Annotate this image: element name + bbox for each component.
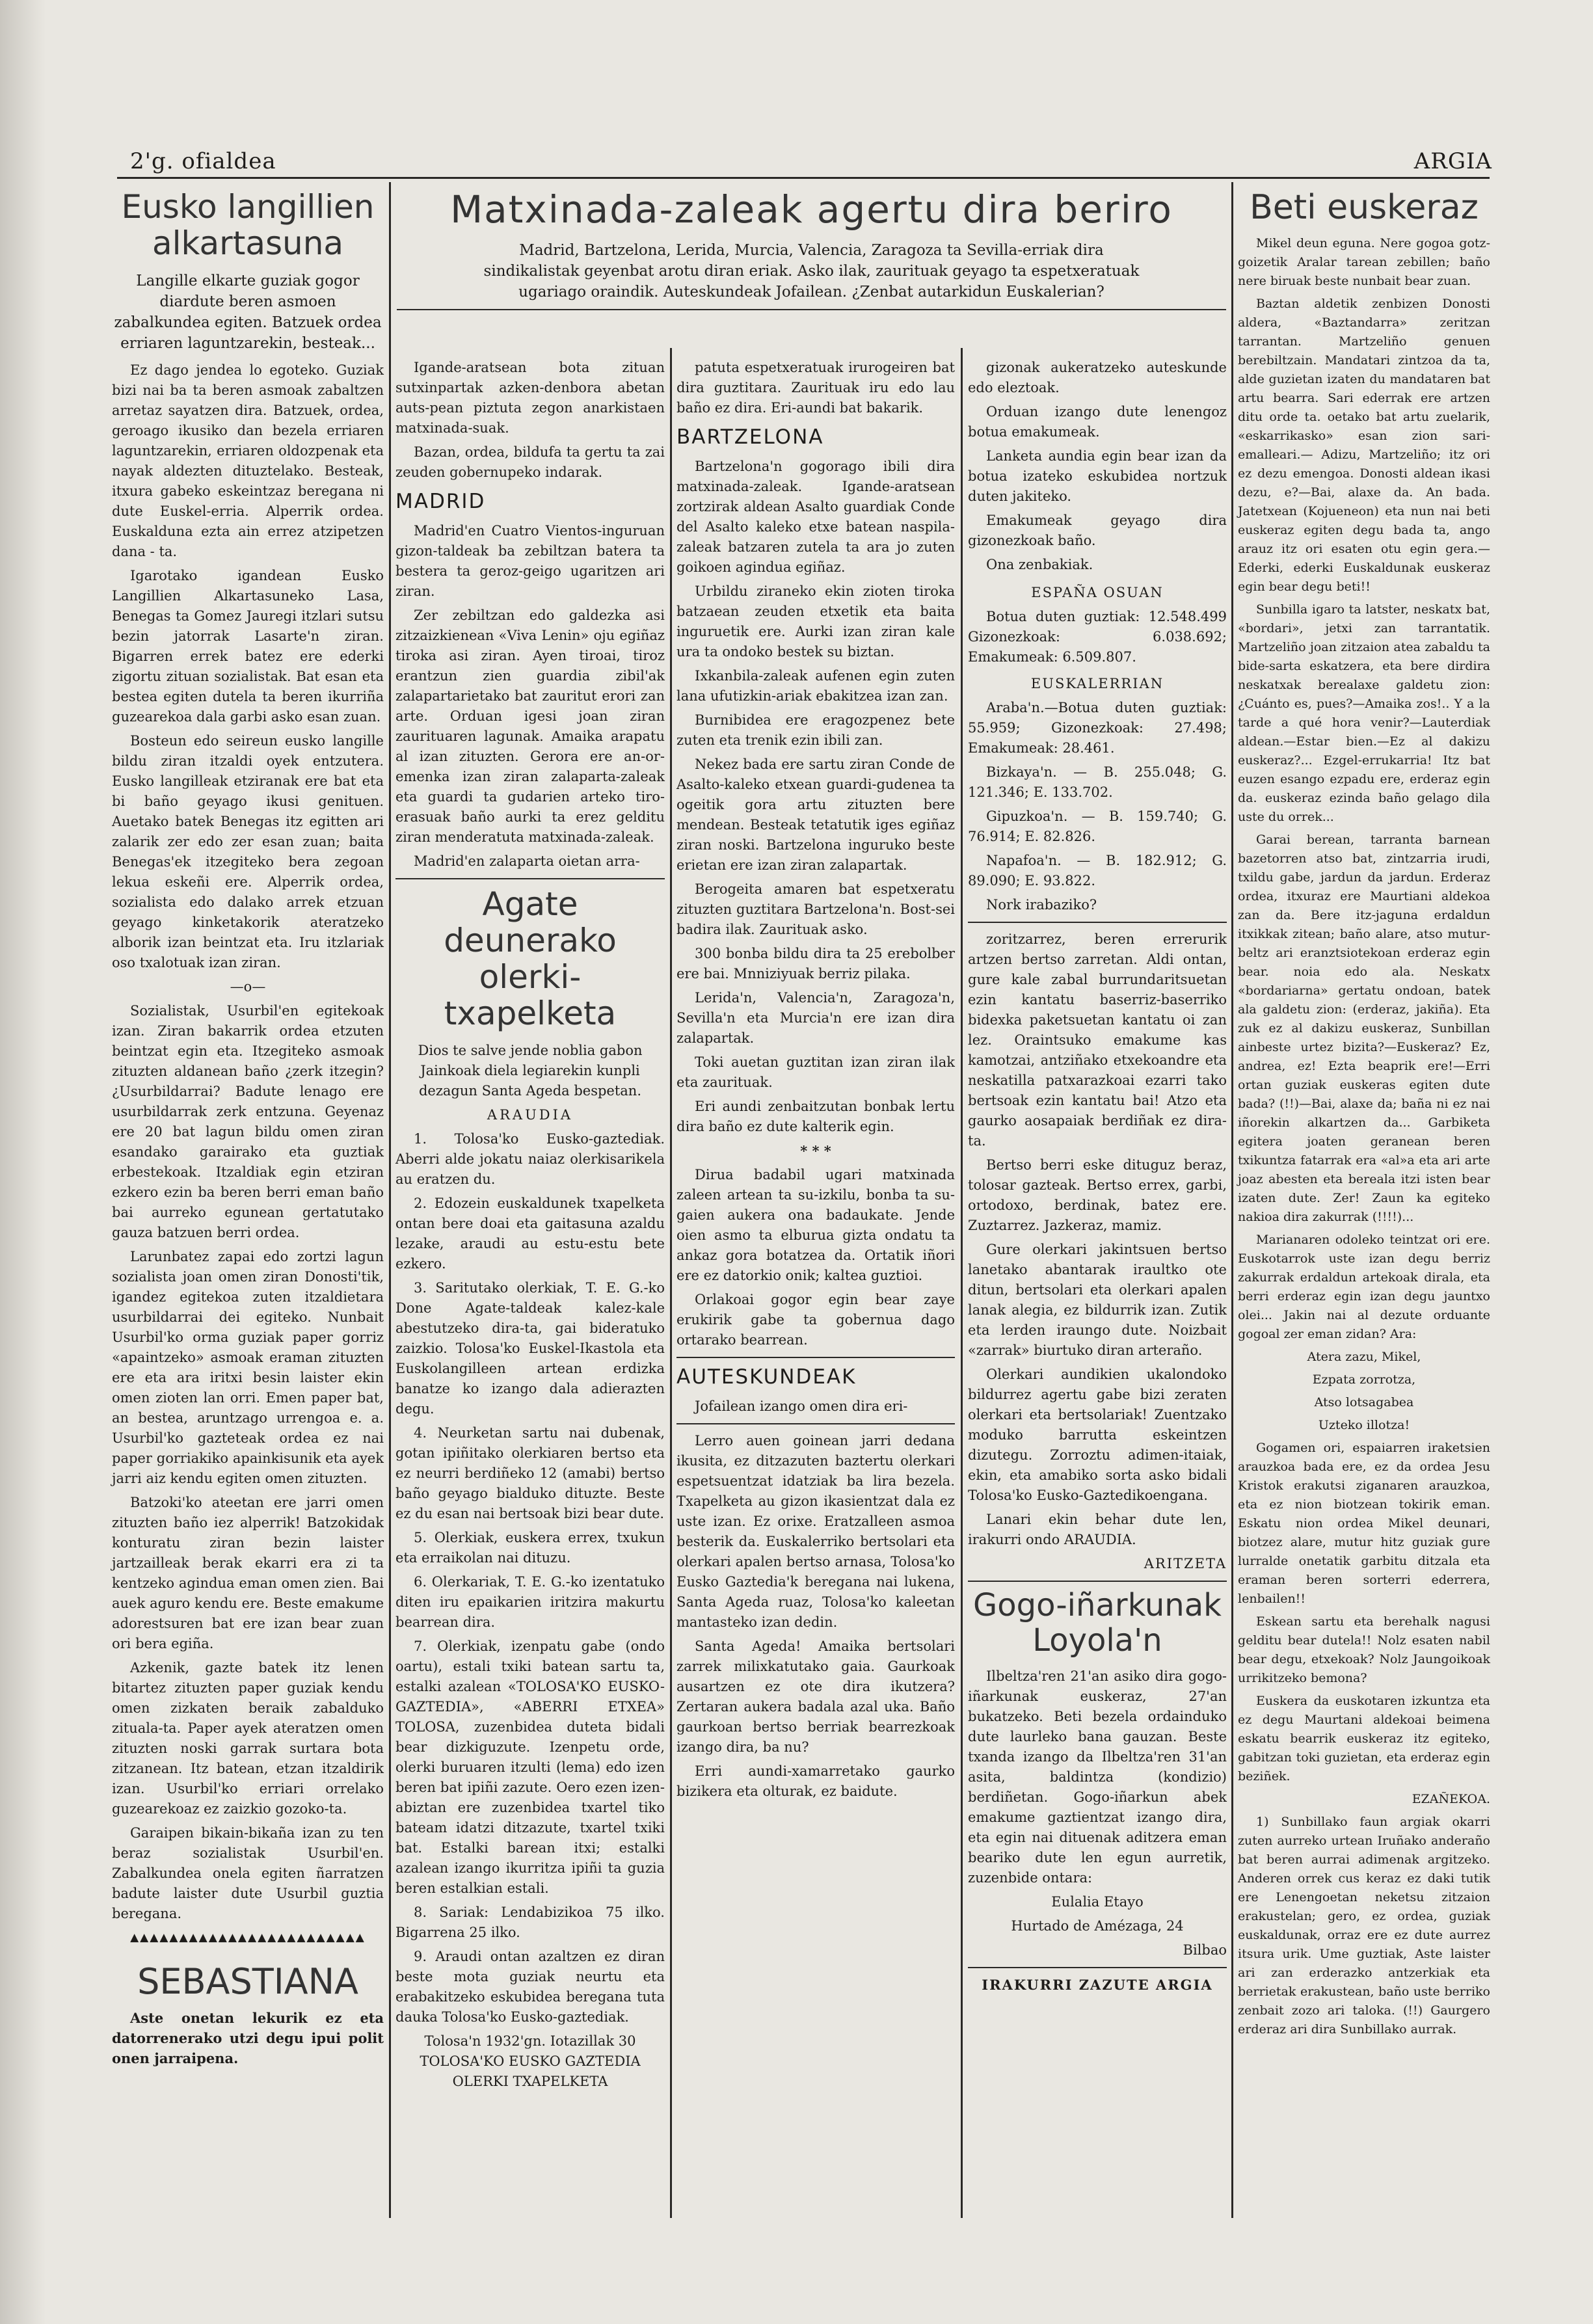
province-figures: Gipuzkoa'n. — B. 159.740; G. 76.914; E. 82.826. [968,808,1227,844]
paragraph: Lanari ekin behar dute len, irakurri ondo ARAUDIA. [968,1512,1227,1547]
rule-item: 2. Edozein euskaldunek txapelketa ontan bere doai eta gaitasuna azaldu lezake, araudi au estu-estu bete ezkero. [395,1195,665,1272]
paragraph: Olerkari aundikien ukalondoko bildurrez agertu gabe bizi zeraten olerkari eta bertsolariak! Zuentzako moduko barrutta eskeintzen dizutegu. Zorroztu adimen-itaiak, ekin, eta amabiko sorta asko bidali Tolosa'ko Eusko-Gaztedikoengana. [968,1367,1227,1503]
page-number-header: 2'g. ofialdea [130,148,276,174]
province-figures: Araba'n.—Botua duten guztiak: 55.959; Gizonezkoak: 27.498; Emakumeak: 28.461. [968,700,1227,756]
headline-eusko-langillien: Eusko langillien alkartasuna [121,188,375,262]
paragraph: Madrid'en Cuatro Vientos-inguruan gizon-taldeak ba zebiltzan batera ta bestera ta geroz-geigo ugaritzen ari ziran. [395,523,665,599]
article-beti-euskeraz [1238,189,1490,2043]
province-figures: Bizkaya'n. — B. 255.048; G. 121.346; E. 133.702. [968,764,1227,800]
article-col2 [395,358,665,2096]
paragraph: Sozialistak, Usurbil'en egitekoak izan. Ziran bakarrik ordea etzuten beintzat egin eta. Itzegiteko asmoak zituzten aldanean baño ¿zerk itzegin? ¿Usurbildarrai? Badute lenago ere usurbildarrak zerk entzuna. Geyenaz ere 20 bat lagun bildu omen ziran esandako garairako eta guztiak erbestekoak. Itzaldiak egin etziran ezkero ezin ba beren berri eman baño bai aurreko egunean gertatutako gauza batzuen berri ordea. [112,1003,384,1240]
article-col3 [676,358,955,1806]
paragraph: Nekez bada ere sartu ziran Conde de Asalto-kaleko etxean guardi-gudenea ta ogeitik gora artu zituzten bere mendean. Besteak tetatutik iges egiñaz ziran noski. Bartzelona inguruko beste erietan ere izan ziran zalapartak. [676,756,955,873]
main-subhead: Madrid, Bartzelona, Lerida, Murcia, Valencia, Zaragoza ta Sevilla-erriak dira sindikalistak geyenbat arotu diran eriak. Asko ilak, zaurituak geyago ta espetxeratuak ugariago oraindik. Auteskundeak Jofailean. ¿Zenbat autarkidun Euskalerian? [483,241,1140,301]
paragraph: Bertso berri eske dituguz beraz, tolosar gazteak. Bertso errex, garbi, ortodoxo, berdinak, batez ere. Zuztarrez. Jazkeraz, mamiz. [968,1157,1227,1233]
ornament-divider: ▲▲▲▲▲▲▲▲▲▲▲▲▲▲▲▲▲▲▲▲▲▲▲▲ [130,1931,366,1944]
paragraph: Garai berean, tarranta barnean bazetorren atso bat, zintzarria irudi, txildu gabe, jardun da jardun. Erderaz ordea, itxuraz ere Maurtiani aldekoa zan da. Bere itz-jaguna erdaldun itxikkak zitean; baño alare, atso mutur-beltz ari eranztsiotekoan erderaz egin bear. noia edo ala. Neskatx «bordariarna» gertatu ondoan, batek ala galdetu zion: (erderaz, jakiña). Eta zuk ez al dakizu euskeraz, Sunbillan ainbeste urtez bizita?—Euskeraz? Ez, andrea, ez! Ezta beaprik ere!—Erri ortan guziak euskeras egiten dute bada? (!!)—Bai, alaxe da; baña ni ez nai iñorekin alkartzen da... Garbiketa egitera joaten geranean beren txikuntza fatarrak era «al»a eta ari arte joaz abesten eta bereala itzi isten bear izaten dute. Zer! Zaun ka egiteko nakioa dira zakurrak (!!!!)... [1238,833,1490,1225]
column-rule-1 [389,182,391,2218]
headline-beti-euskeraz: Beti euskeraz [1250,188,1479,227]
paragraph: Bosteun edo seireun eusko langille bildu ziran itzaldi oyek entzutera. Eusko langilleak etziranak ere bat eta bi baño geyago ikusi genituen. Auetako batek Benegas itz egitten ari zalarik zer edo zer esan zuan; baita Benegas'ek itzegiteko bera zegoan lekua eskeñi ere. Alperrik ordea, sozialista edo dalako arrek etzuan geyago kinketakorik ateratzeko alborik izan beintzat eta. Iru itzlariak oso txalotuak izan ziran. [112,733,384,970]
verse-line: Uzteko illotza! [1318,1418,1410,1433]
section-madrid: MADRID [395,490,486,513]
verse-line: Atso lotsagabea [1314,1395,1414,1410]
auteskundeak-rule [676,1357,955,1358]
paragraph: 300 bonba bildu dira ta 25 erebolber ere bai. Mnniziyuak berriz pilaka. [676,946,955,982]
agate-headline: Agate deunerako olerki-txapelketa [444,885,617,1032]
paragraph: Lerida'n, Valencia'n, Zaragoza'n, Sevilla'n eta Murcia'n ere izan dira zalapartak. [676,990,955,1046]
paragraph: Emakumeak geyago dira gizonezkoak baño. [968,513,1227,548]
paragraph: Toki auetan guztitan izan ziran ilak eta zaurituak. [676,1054,955,1090]
gogo-top-rule [968,1581,1227,1582]
paragraph: Marianaren odoleko teintzat ori ere. Euskotarrok uste izan degu berriz zakurrak erdaldun artekoak dirala, eta berri erderaz egin izan degu jauntxo olei... Jakin nai al dezute orduante gogoal zer eman zidan? Ara: [1238,1233,1490,1342]
araudia-title: ARAUDIA [487,1107,574,1123]
paragraph: patuta espetxeratuak irurogeiren bat dira guztitara. Zaurituak iru edo lau baño ez dira. Eri-aundi bat bakarik. [676,360,955,416]
section-auteskundeak: AUTESKUNDEAK [676,1365,857,1389]
rule-item: 3. Saritutako olerkiak, T. E. G.-ko Done Agate-taldeak kalez-kale abestutzeko dira-ta, gai bideratuko zaizkio. Tolosa'ko Euskel-Ikastola eta Euskolangilleen artean erdizka banatze ko izango dala adierazten degu. [395,1280,665,1417]
espana-title: ESPAÑA OSUAN [1031,585,1164,600]
footnote: 1) Sunbillako faun argiak okarri zuten aurreko urtean Iruñako anderaño bat beren aurrai adimenak argitzeko. Anderen orrek cus keraz ez daki tutik ere Lenengoetan neketsu zitzaion erakustelan; gero, ez ordea, guziak euskaldunak, orraz ere ez dute aurrez itsura urik. Ume guztiak, Aste laister ari zan erderazko antzerkiak eta berrietak erakustean, baño uste berriko zenbait zozo ari taloka. (!!) Gaurgero erderaz ari dira Sunbillako aurrak. [1238,1815,1490,2037]
address-city: Bilbao [1183,1942,1227,1958]
address-name: Eulalia Etayo [1051,1893,1144,1910]
paragraph: Berogeita amaren bat espetxeratu zituzten guztitara Bartzelona'n. Bost-sei badira ilak. Zaurituak asko. [676,881,955,937]
rule-item: 1. Tolosa'ko Eusko-gaztediak. Aberri alde jokatu naiaz olerkisarikela au eratzen du. [395,1131,665,1187]
espana-figures: Botua duten guztiak: 12.548.499 Gizonezkoak: 6.038.692; Emakumeak: 6.509.807. [968,609,1227,665]
rule-item: 6. Olerkariak, T. E. G.-ko izentatuko diten iru epaikarien iritzira makurtu bearrean dira. [395,1574,665,1630]
paragraph: Bartzelona'n gogorago ibili dira matxinada-zaleak. Igande-aratsean zortzirak aldean Asalto guardiak Conde del Asalto kaleko etxe batean naspila-zaleak batzaren zutela ta ara jo zuten goikoen agindua egiñaz. [676,459,955,575]
paragraph: Ilbeltza'ren 21'an asiko dira gogo-iñarkunak euskeraz, 27'an bukatzeko. Beti bezela ordainduko dute laurleko bana gauzan. Beste txanda izango da Ilbeltza'ren 31'an asita, baldintza (kondizio) berdiñetan. Gogo-iñarkun abek emakume gaztientzat izango dira, eta egin nai dituenak aditzera eman beariko dute len egun aurretik, zuzenbide ontara: [968,1668,1227,1886]
header-rule [117,177,1490,179]
paragraph: Igande-aratsean bota zituan sutxinpartak azken-denbora abetan auts-pean piztuta zegon anarkistaen matxinada-suak. [395,360,665,436]
sebastiana-title: SEBASTIANA [137,1961,358,2002]
paragraph: Eskean sartu eta berehalk nagusi gelditu bear dutela!! Nolz esaten nabil bear degu, etxekoak? Nolz Jaungoikoak urrikitzeko bemona? [1238,1614,1490,1686]
paragraph: Gure olerkari jakintsuen bertso lanetako abantarak iraultko ote ditun, bertsolari eta olerkari apalen lanak alegia, ez bildurrik izan. Zutik eta lerden iraungo dute. Noizbait «zarrak» biurtuko diran arteraño. [968,1242,1227,1358]
question: Nork irabaziko? [986,897,1097,913]
paragraph: Gogamen ori, espaiarren iraketsien arauzkoa bada ere, ez da ordea Jesu Kristok erakutsi ziganaren arauzkoa, eta ez nion biotzean tokirik eman. Eskatu nion ordea Mikel deunari, biotzez alare, mutur hitz guziak gure lurralde onetatik garbitu ditzala eta eraman beren sorterri ederrera, lenbailen!! [1238,1441,1490,1607]
verse-line: Ezpata zorrotza, [1312,1372,1416,1387]
paragraph: Zer zebiltzan edo galdezka asi zitzaizkienean «Viva Lenin» oju egiñaz tiroka asi ziran. Ayen tiroai, tiroz erantzun zien guardia zibil'ak zalapartarietako bat zauritut erori zan arte. Orduan igesi joan ziran zaurituaren lagunak. Amaika arapatu al izan zituzten. Gerora ere an-or-emenka izan ziran zalaparta-zaleak eta guardi ta gudarien arteko tiro-erasuak baño aurki ta erez gelditu ziran menderatuta matxinada-zaleak. [395,608,665,845]
subhead-eusko-langillien: Langille elkarte guziak gogor diardute beren asmoen zabalkundea egiten. Batzuek ordea erriaren laguntzarekin, besteak... [114,273,382,352]
section-bartzelona: BARTZELONA [676,425,824,449]
paragraph: Ez dago jendea lo egoteko. Guziak bizi nai ba ta beren asmoak zabaltzen arretaz sayatzen dira. Batzuek, ordea, geroago ikusiko dan bezela erriaren laguntzarekin, erriaren oldozpenak eta nayak aldezten dituztelako. Besteak, itxura gabeko eskeintzaz beregana ni dute Euskel-erria. Alperrik ordea. Euskalduna ezta ain errez atzipetzen dana - ta. [112,362,384,559]
agate-verse: Dios te salve jende noblia gabon Jainkoak diela legiarekin kunpli dezagun Santa Ageda bespetan. [418,1043,643,1099]
agate-signature: Tolosa'n 1932'gn. Iotazillak 30 TOLOSA'KO EUSKO GAZTEDIA OLERKI TXAPELKETA [420,2033,641,2089]
verse-line: Atera zazu, Mikel, [1307,1350,1421,1365]
paragraph: Igarotako igandean Eusko Langillien Alkartasuneko Lasa, Benegas ta Gomez Jauregi itzlari sutsu bezin jatorrak Lasarte'n ziran. Bigarren errek batez ere ederki zigortu zituan sozialistak. Bat esan eta bestea egiten dutela ta beren ikurriña guzearekoa dala garbi asko esan zuan. [112,568,384,725]
agate-top-rule [395,878,665,879]
sebastiana-note: Aste onetan lekurik ez eta datorrenerako utzi degu ipui polit onen jarraipena. [112,2010,384,2067]
paragraph: zoritzarrez, beren errerurik artzen bertso zarretan. Aldi ontan, gure kale zabal burrundaritsuetan ezin kantatu baserriz-baserriko bidexka paketsuetan kantatu oi zan lez. Oraintsuko emakume kas kamotzai, antziñako etxekoandre eta neskatilla patxarazkoai ezarri tako bertsoak ezin kantatu bai! Atzo eta gaurko aosapaiak berdiñak ez dira-ta. [968,931,1227,1149]
paragraph: Orduan izango dute lenengoz botua emakumeak. [968,404,1227,440]
rule-item: 8. Sariak: Lendabizikoa 75 ilko. Bigarrena 25 ilko. [395,1904,665,1940]
euskalerrian-title: EUSKALERRIAN [1030,676,1164,691]
section-separator: —o— [230,979,266,995]
province-figures: Napafoa'n. — B. 182.912; G. 89.090; E. 93.822. [968,853,1227,888]
paragraph: Batzoki'ko ateetan ere jarri omen zituzten baño iez alperrik! Batzokidak konturatu ziran bezin laister jartzailleak berak ekarri era zi ta kentzeko agindua eman omen zien. Bai auek aguro kendu ere. Beste emakume adorestsuren bat ere izan bear zuan ori bera egiña. [112,1495,384,1651]
rule-item: 9. Araudi ontan azaltzen ez diran beste mota guziak neurtu eta erabakitzeko eskubidea beregana tuta dauka Tolosa'ko Eusko-gaztediak. [395,1949,665,2025]
paragraph: Eri aundi zenbaitzutan bonbak lertu dira baño ez dute kalterik egin. [676,1099,955,1134]
paragraph: Jofailean izango omen dira eri- [695,1398,908,1414]
paragraph: Baztan aldetik zenbizen Donosti aldera, «Baztandarra» zeritzan tarrantan. Martzeliño genuen berebiltzain. Mandatari zintzoa da ta, alde guzietan izaten du mandataren bat artu bearra. Sari ederrak ere artzen ditu orde ta. oetako bat artu zuelarik, «eskarrikasko» esan zion sari-emalleari.— Adizu, Martzeliño; itz ori ez dezu emengoa. Donosti aldean ikasi dezu, e?—Bai, alaxe da. An bada. Jatetxean (Kojueneon) eta nun nai beti euskeraz egiten degu bada ta, ango arauz itz ori esaten otu egin gera.—Ederki, ederki Euskaldunak euskeraz egin bear degu beti!! [1238,297,1490,594]
rule-item: 5. Olerkiak, euskera errex, txukun eta erraikolan nai dituzu. [395,1530,665,1566]
main-headline-block [397,189,1226,310]
paragraph: Lerro auen goinean jarri dedana ikusita, ez ditzazuten baztertu olerkari espetsuentzat idatziak ba lira bezela. Txapelketa au gizon ikasientzat dala ez uste izan. Ez orixe. Eratzalleen asmoa besterik da. Euskalerriko bertsolari eta olerkari apalen bertso arnasa, Tolosa'ko Eusko Gaztedia'k beregana nai lukena, Santa Ageda ruaz, Tolosa'ko kaleetan mantasteko izan dedin. [676,1433,955,1630]
column-rule-4 [1231,182,1233,2218]
main-headline: Matxinada-zaleak agertu dira beriro [450,187,1173,232]
bottom-rule [676,1423,955,1424]
paragraph: Erri aundi-xamarretako gaurko bizikera eta olturak, ez baidute. [676,1763,955,1799]
paragraph: gizonak aukeratzeko auteskunde edo eleztoak. [968,360,1227,395]
paragraph: Dirua badabil ugari matxinada zaleen artean ta su-izkilu, bonba ta su-gaien aukera ona badaukate. Jende oien asmo ta elburua gizta ondatu ta ankaz gora botatzea da. Ortatik iñori ere ez datorkio onik; kaltea guztioi. [676,1167,955,1283]
paragraph: Larunbatez zapai edo zortzi lagun sozialista joan omen ziran Donosti'tik, igandez egitekoa zuten itzaldietara usurbildarrai dei egiteko. Nunbait Usurbil'ko orma guziak paper gorriz «apaintzeko» asmoak eraman zituzten ere eta ara iritxi besin laister ekin omen zioten lan orri. Emen paper bat, an bestea, aruntzago urrengoa e. a. Usurbil'ko gazteteak ordea ez nai paper gorriakiko apainkisunik eta ayek jarri aiz kendu egiten omen zituzten. [112,1249,384,1486]
signature-aritzeta: ARITZETA [1144,1556,1227,1571]
page-fold-shadow [0,0,46,2324]
paragraph: Euskera da euskotaren izkuntza eta ez degu Maurtani aldekoai beimena eskatu bearrik euskeraz itz egiteko, gabitzan toki guzietan, eta erderaz egin beziñek. [1238,1694,1490,1784]
paragraph: Madrid'en zalaparta oietan arra- [414,853,640,869]
asterism: * * * [800,1143,831,1159]
paragraph: Sunbilla igaro ta latster, neskatx bat, «bordari», jetxi zan tarrantatik. Martzeliño joan zitzaion atea zabaldu ta bide-sarta eskatzera, eta bere dirdira neskatxak berealaxe galdetu zion: ¿Cuánto es, pues?—Amaika zos!.. Y a la tarde a qué hora venir?—Lauterdiak aldean.—Estar bien.—Ez al dakizu euskeraz?... Ezgel-errukarria! Itz bat euzen esango ezpadu ere, erderaz egin da. euskeraz ezinda baño gelago dila uste du orrek... [1238,602,1490,825]
paragraph: Bazan, ordea, bildufa ta gertu ta zai zeuden gobernupeko indarak. [395,444,665,480]
article-eusko-langillien [112,189,384,2072]
rule-item: 4. Neurketan sartu nai dubenak, gotan ipiñitako olerkiaren bertso eta ez neurri berdiñeko 12 (amabi) bertso baño geyago bialduko dituzte. Beste ez du esan nai bertsoak bizi bear dute. [395,1425,665,1521]
rule-item: 7. Olerkiak, izenpatu gabe (ondo oartu), estali txiki batean sartu ta, estalki azalean «TOLOSA'KO EUSKO-GAZTEDIA», «ABERRI ETXEA» TOLOSA, zuzenbidea duteta bidali bear dizkiguzute. Izenpetu orde, olerki buruaren itzulti (lema) edo izen beren bat ipiñi zazute. Oero ezen izen-abiztan ere zuzenbidea txartel tiko bateam idatzi ditzazute, txartel txiki bat. Estalki barean itxi; estalki azalean izango ikurritza ipiñi ta guzia beren estalkian estali. [395,1638,665,1896]
column-rule-3 [961,348,963,2218]
signature-ezanekoa: EZAÑEKOA. [1412,1792,1490,1807]
paragraph: Lanketa aundia egin bear izan da botua izateko eskubidea nortzuk duten jakiteko. [968,448,1227,504]
paragraph: Santa Ageda! Amaika bertsolari zarrek milixkatutako gaia. Gaurkoak ausartzen ez ote dira ikutzera? Zertaran aukera badala azal uka. Baño gaurkoan bertso berriak bearrezkoak izango dira, ba nu? [676,1638,955,1755]
column-rule-2 [670,348,672,2218]
masthead-argia: ARGIA [1413,148,1492,174]
paragraph: Ona zenbakiak. [986,557,1093,572]
paragraph: Mikel deun eguna. Nere gogoa gotz-goizetik Aralar tarean zebillen; baño nere biruak beste nunbait bear zuan. [1238,236,1490,289]
article-col4 [968,358,1227,1999]
col4-rule [968,922,1227,923]
paragraph: Burnibidea ere eragozpenez bete zuten eta trenik ezin ibili zan. [676,712,955,748]
footer-irakurri: IRAKURRI ZAZUTE ARGIA [982,1976,1213,1993]
gogo-headline: Gogo-iñarkunak Loyola'n [973,1587,1222,1659]
address-street: Hurtado de Amézaga, 24 [1011,1917,1184,1934]
paragraph: Urbildu ziraneko ekin zioten tiroka batzaean zeuden etxetik eta baita inguruetik ere. Aurki izan ziran kale ura ta ondoko bestek su biztan. [676,583,955,660]
paragraph: Ixkanbila-zaleak aufenen egin zuten lana ufutizkin-ariak ebakitzea izan zan. [676,668,955,704]
paragraph: Garaipen bikain-bikaña izan zu ten beraz sozialistak Usurbil'en. Zabalkundea onela egiten ñarratzen badute laister dute Usurbil guztia beregana. [112,1825,384,1921]
paragraph: Orlakoai gogor egin bear zaye erukirik gabe ta gobernua dago ortarako bearrean. [676,1292,955,1348]
paragraph: Azkenik, gazte batek itz lenen bitartez zituzten paper guziak kendu omen zizkaten beraik zabalduko zituala-ta. Paper ayek ateratzen omen zituzten noski garrak surtara bota zitzanean. Itz batean, etzan itzaldirik izan. Usurbil'ko erriari orrelako guzearekoaz ez zaizkio gozoko-ta. [112,1660,384,1817]
footer-rule [968,1967,1227,1968]
main-headline-rule [397,309,1226,310]
